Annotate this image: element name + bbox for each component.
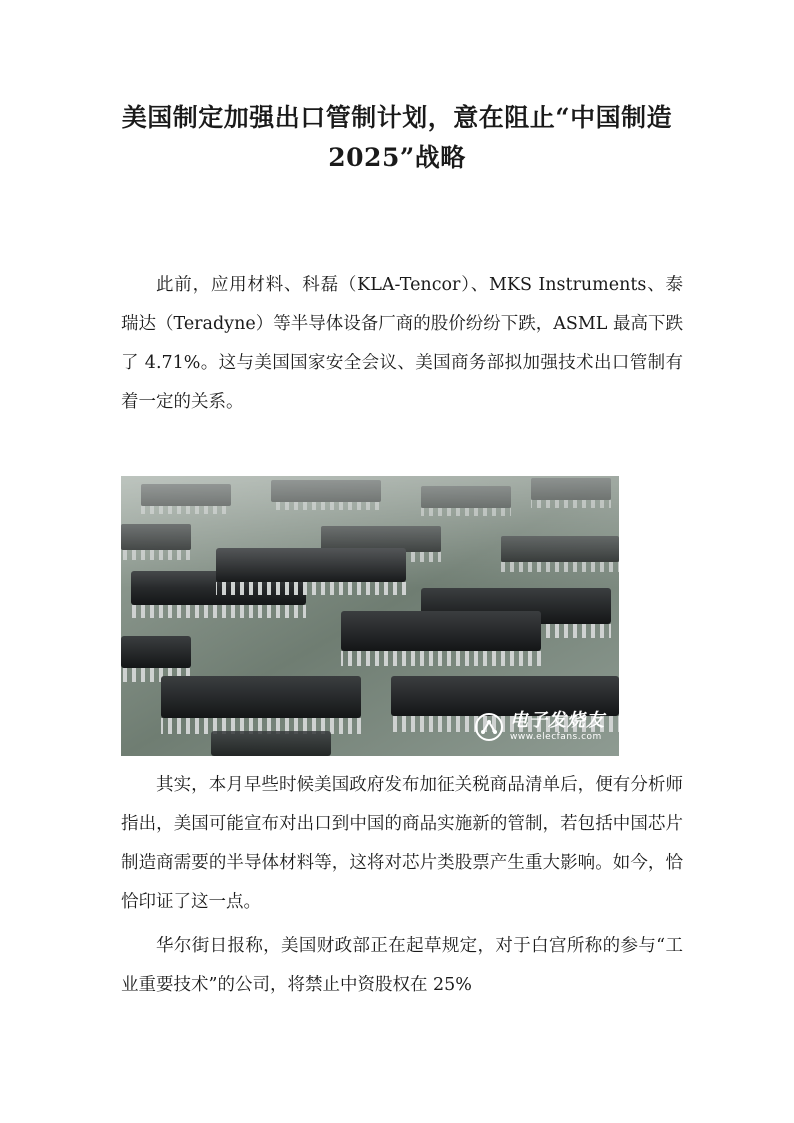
watermark-url: www.elecfans.com	[510, 732, 602, 742]
paragraph-1: 此前，应用材料、科磊（KLA-Tencor）、MKS Instruments、泰瑞达（Teradyne）等半导体设备厂商的股价纷纷下跌，ASML 最高下跌了 4.71%。这与美国国家安全会议、美国商务部拟加强技术出口管制有着一定的关系。	[121, 275, 683, 412]
circuit-logo-icon	[474, 712, 504, 742]
watermark-brand: 电子发烧友	[510, 710, 605, 731]
elecfans-watermark	[474, 712, 605, 742]
article-title: 美国制定加强出口管制计划，意在阻止“中国制造 2025”战略	[121, 103, 673, 172]
circuit-board-photo	[121, 476, 619, 756]
paragraph-3: 华尔街日报称，美国财政部正在起草规定，对于白宫所称的参与“工业重要技术”的公司，将禁止中资股权在 25%	[121, 936, 683, 995]
paragraph-2: 其实，本月早些时候美国政府发布加征关税商品清单后，便有分析师指出，美国可能宣布对出口到中国的商品实施新的管制，若包括中国芯片制造商需要的半导体材料等，这将对芯片类股票产生重大影响。如今，恰恰印证了这一点。	[121, 775, 683, 912]
